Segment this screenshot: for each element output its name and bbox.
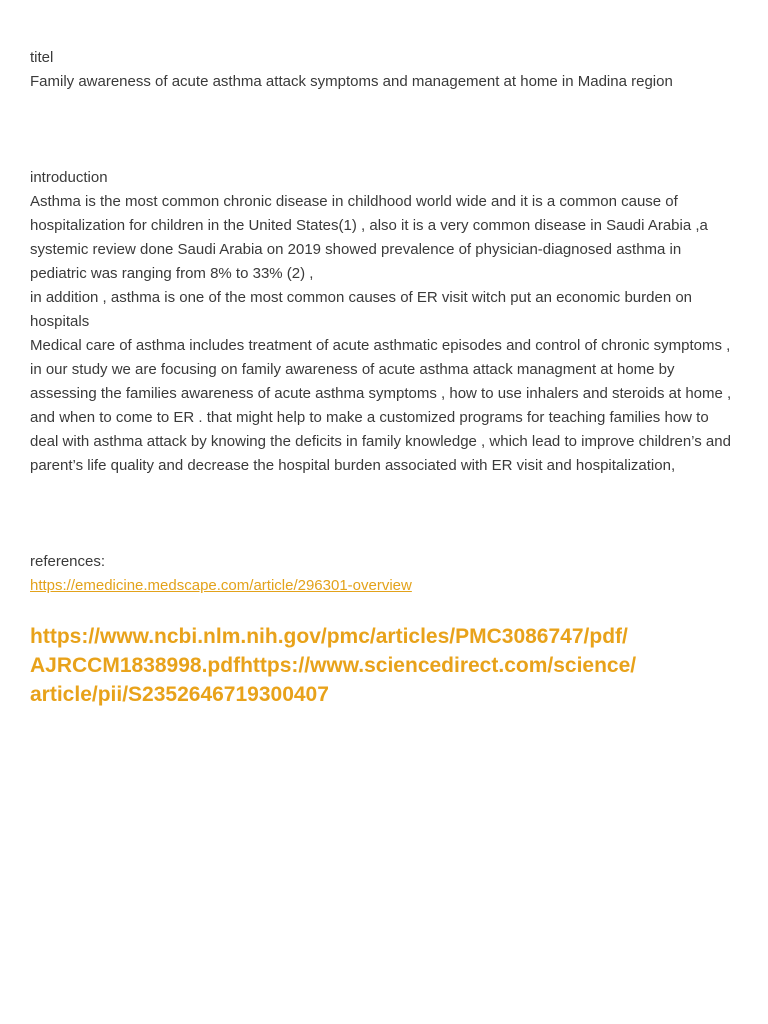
reference-link-line: https://www.ncbi.nlm.nih.gov/pmc/articles/PMC3086747/pdf/ bbox=[30, 625, 628, 648]
intro-paragraph-3: Medical care of asthma includes treatment of acute asthmatic episodes and control of chronic symptoms , in our study we are focusing on family awareness of acute asthma attack managment at home by assessing the families awareness of acute asthma symptoms , how to use inhalers and steroids at home , and when to come to ER . that might help to make a customized programs for teaching families how to deal with asthma attack by knowing the deficits in family knowledge , which lead to improve children’s and parent’s life quality and decrease the hospital burden associated with ER visit and hospitalization, bbox=[30, 337, 732, 474]
introduction-heading: introduction bbox=[30, 169, 108, 186]
intro-paragraph-1: Asthma is the most common chronic disease in childhood world wide and it is a common cause of hospitalization for children in the United States(1) , also it is a very common disease in Saudi Arabia ,a systemic review done Saudi Arabia on 2019 showed prevalence of physician-diagnosed asthma in pediatric was ranging from 8% to 33% (2) , bbox=[30, 193, 708, 282]
reference-link-line: article/pii/S2352646719300407 bbox=[30, 683, 329, 706]
spacer bbox=[30, 94, 738, 166]
reference-link-medscape[interactable]: https://emedicine.medscape.com/article/296301-overview bbox=[30, 577, 412, 594]
reference-link-line: AJRCCM1838998.pdfhttps://www.sciencedirect.com/science/ bbox=[30, 654, 637, 677]
reference-link-ncbi-sciencedirect[interactable] bbox=[30, 622, 730, 709]
title-label: titel bbox=[30, 49, 54, 66]
intro-paragraph-2: in addition , asthma is one of the most common causes of ER visit witch put an economic burden on hospitals bbox=[30, 289, 693, 330]
spacer bbox=[30, 478, 738, 550]
references-heading: references: bbox=[30, 553, 106, 570]
document-title: Family awareness of acute asthma attack symptoms and management at home in Madina region bbox=[30, 73, 673, 90]
